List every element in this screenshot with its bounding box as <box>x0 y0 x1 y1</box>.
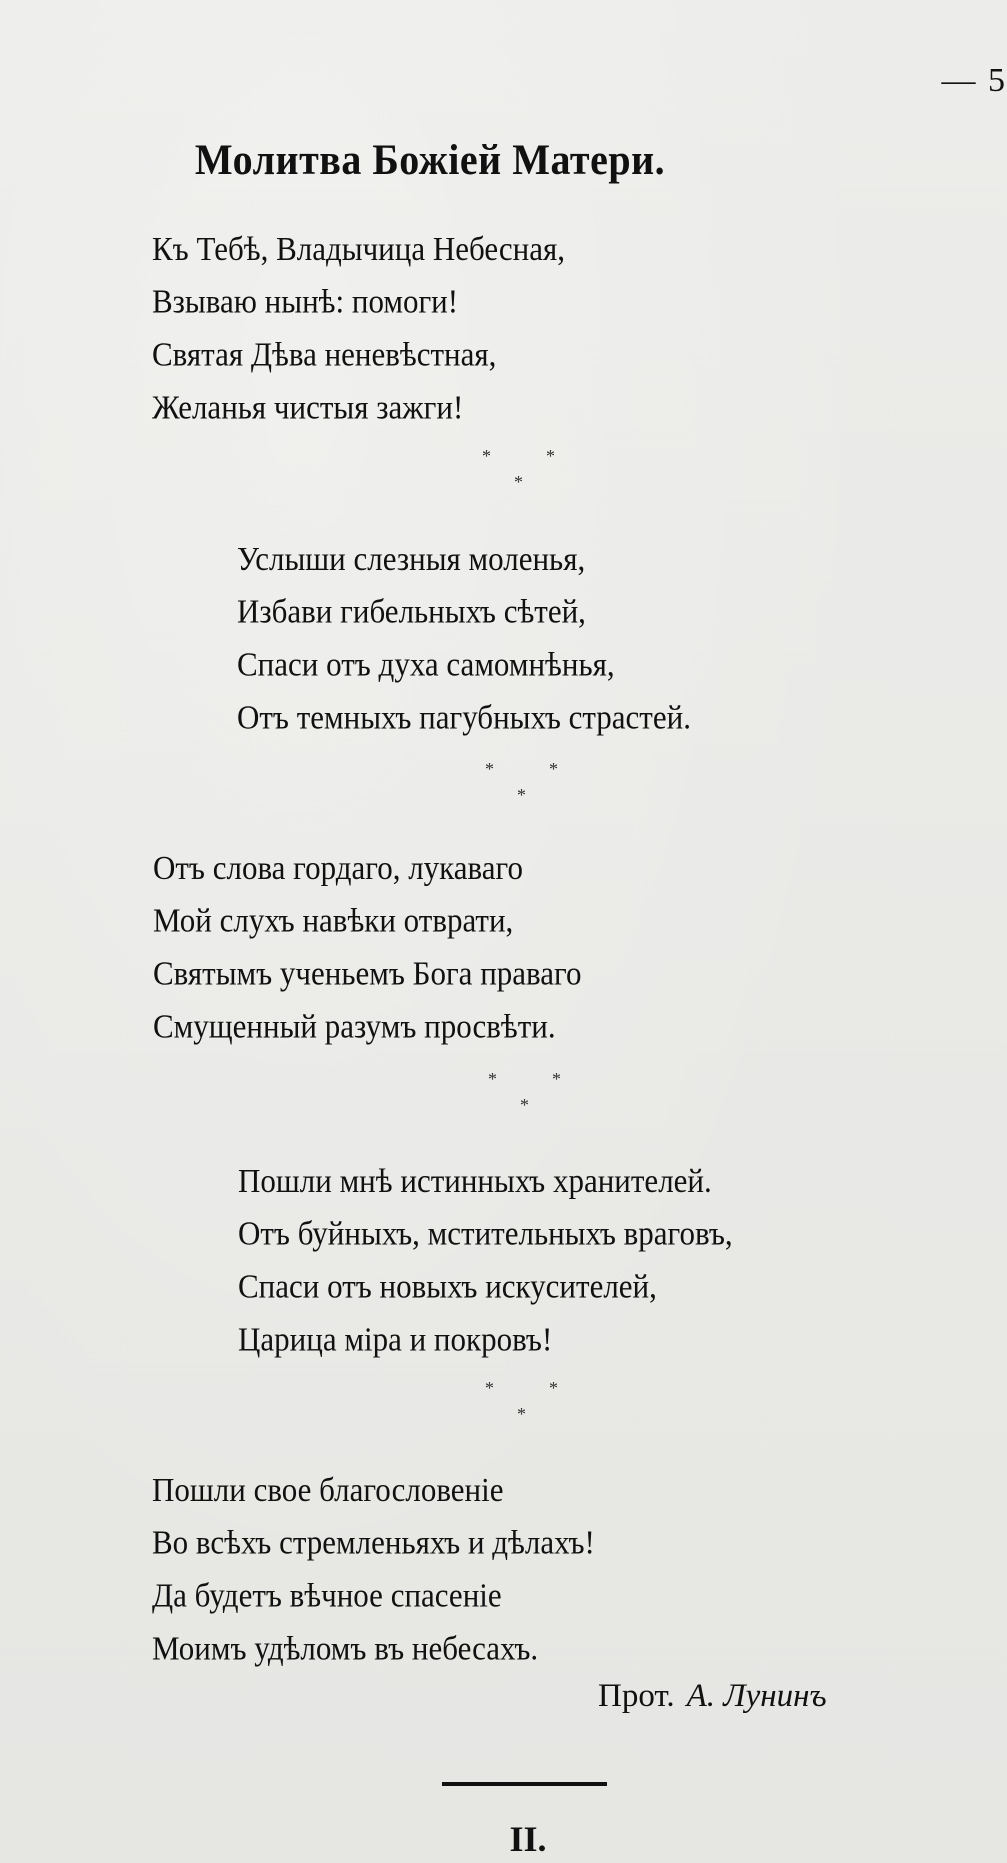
verse-line: Святая Дѣва неневѣстная, <box>152 335 497 374</box>
author-signature <box>598 1678 827 1715</box>
poem-title: Молитва Божіей Матери. <box>194 135 666 184</box>
asterisk-mark: * <box>485 759 494 779</box>
asterisk-mark: * <box>517 1404 526 1424</box>
asterism-divider <box>488 1069 568 1129</box>
verse-line: Моимъ удѣломъ въ небесахъ. <box>152 1629 539 1668</box>
stanza-4 <box>238 1154 733 1366</box>
verse-line: Отъ слова гордаго, лукаваго <box>153 848 523 887</box>
verse-line: Къ Тебѣ, Владычица Небесная, <box>152 229 566 268</box>
stanza-1 <box>152 222 565 434</box>
asterism-divider <box>485 1378 565 1438</box>
section-number: II. <box>509 1819 547 1859</box>
asterism-divider <box>482 446 562 506</box>
verse-line: Пошли мнѣ истинныхъ хранителей. <box>238 1161 712 1200</box>
verse-line: Да будетъ вѣчное спасеніе <box>152 1576 502 1615</box>
verse-line: Во всѣхъ стремленьяхъ и дѣлахъ! <box>152 1523 595 1562</box>
verse-line: Спаси отъ новыхъ искусителей, <box>238 1267 657 1306</box>
verse-line: Избави гибельныхъ сѣтей, <box>237 592 586 631</box>
asterisk-mark: * <box>514 472 523 492</box>
verse-line: Пошли свое благословеніе <box>152 1470 504 1509</box>
asterisk-mark: * <box>552 1069 561 1089</box>
verse-line: Святымъ ученьемъ Бога праваго <box>153 954 582 993</box>
verse-line: Мой слухъ навѣки отврати, <box>153 901 514 940</box>
asterisk-mark: * <box>549 1378 558 1398</box>
asterisk-mark: * <box>549 759 558 779</box>
asterisk-mark: * <box>482 446 491 466</box>
asterisk-mark: * <box>485 1378 494 1398</box>
stanza-3 <box>153 841 581 1053</box>
section-rule <box>442 1782 607 1786</box>
page-number: — 5 <box>941 62 1007 99</box>
asterisk-mark: * <box>546 446 555 466</box>
verse-line: Отъ буйныхъ, мстительныхъ враговъ, <box>238 1214 733 1253</box>
verse-line: Желанья чистыя зажги! <box>152 388 464 427</box>
asterisk-mark: * <box>517 785 526 805</box>
asterisk-mark: * <box>488 1069 497 1089</box>
signature-prefix: Прот. <box>598 1678 675 1714</box>
verse-line: Смущенный разумъ просвѣти. <box>153 1007 556 1046</box>
verse-line: Услыши слезныя моленья, <box>237 539 586 578</box>
asterisk-mark: * <box>520 1095 529 1115</box>
stanza-2 <box>237 532 691 744</box>
verse-line: Взываю нынѣ: помоги! <box>152 282 459 321</box>
verse-line: Отъ темныхъ пагубныхъ страстей. <box>237 698 691 737</box>
verse-line: Спаси отъ духа самомнѣнья, <box>237 645 615 684</box>
stanza-5 <box>152 1463 595 1675</box>
signature-name: А. Лунинъ <box>686 1678 827 1714</box>
verse-line: Царица міра и покровъ! <box>238 1320 553 1359</box>
asterism-divider <box>485 759 565 819</box>
